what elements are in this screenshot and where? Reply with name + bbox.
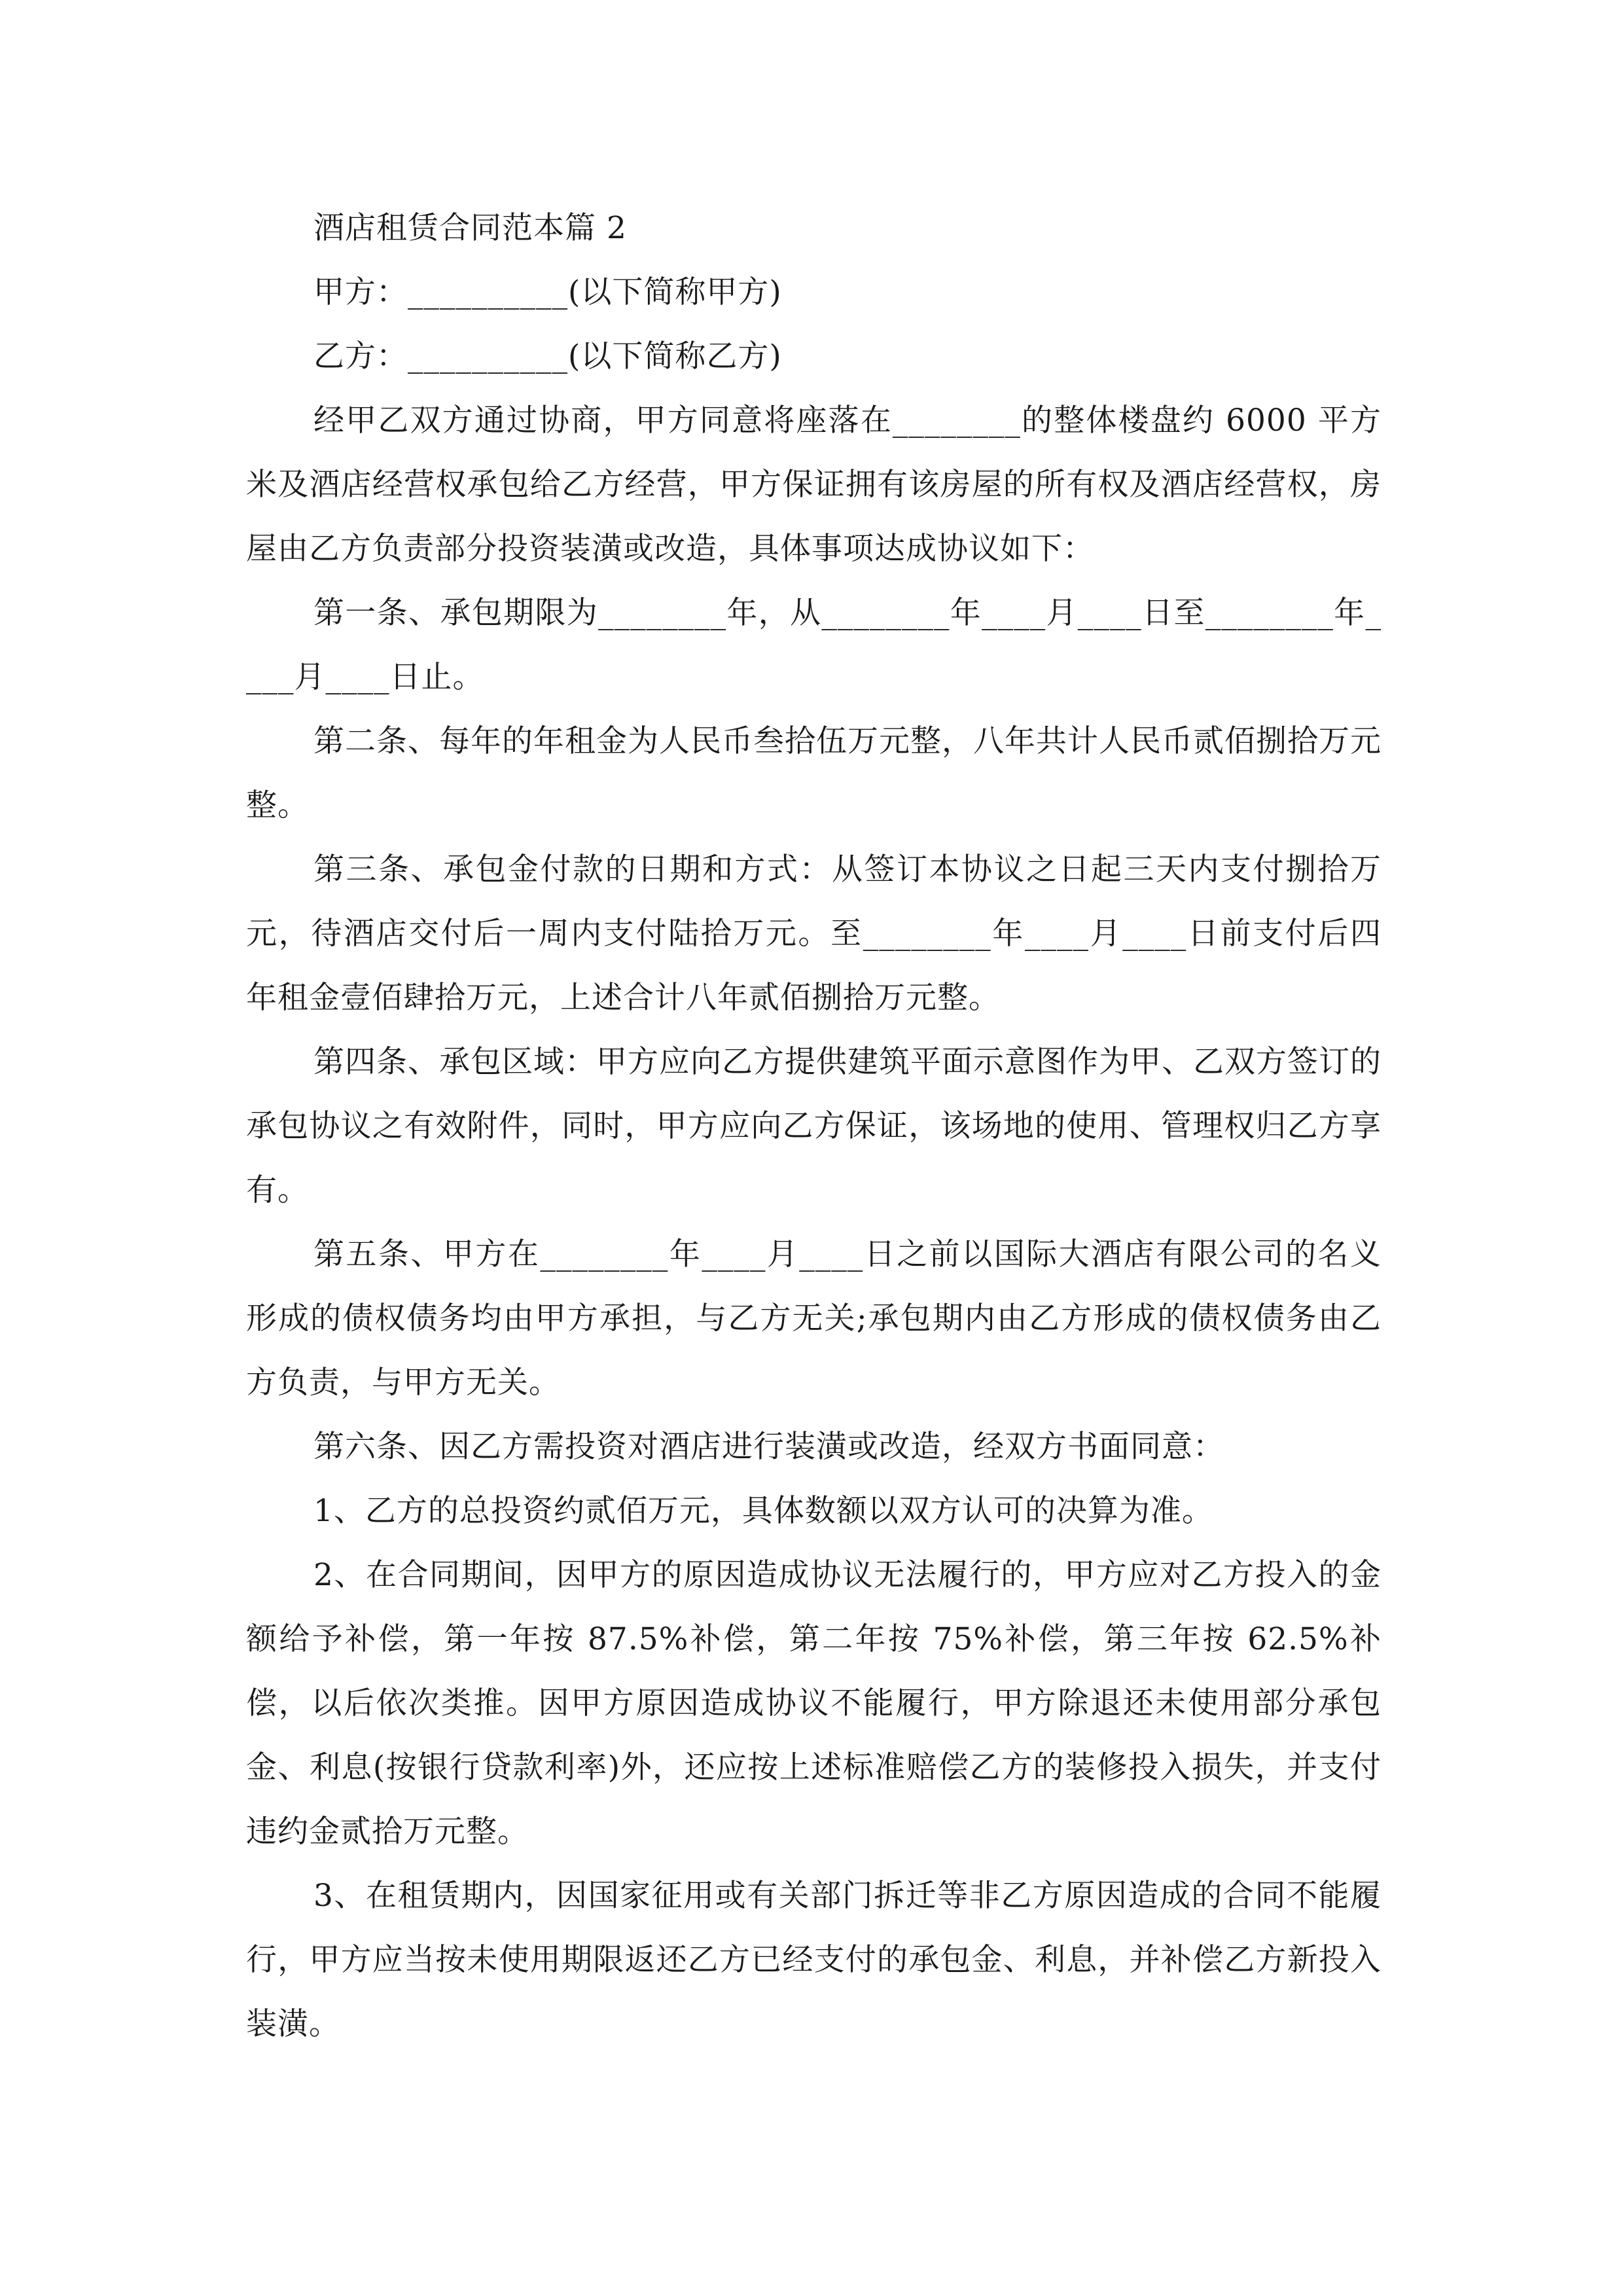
article-2-paragraph: 第二条、每年的年租金为人民币叁拾伍万元整，八年共计人民币贰佰捌拾万元整。 bbox=[246, 723, 1382, 823]
article-5-paragraph: 第五条、甲方在________年____月____日之前以国际大酒店有限公司的名义形成的债权债务均由甲方承担，与乙方无关;承包期内由乙方形成的债权债务由乙方负责，与甲方无关。 bbox=[246, 1236, 1382, 1401]
document-title: 酒店租赁合同范本篇 2 bbox=[313, 210, 627, 246]
article-6-item-2: 2、在合同期间，因甲方的原因造成协议无法履行的，甲方应对乙方投入的金额给予补偿，第一年按 87.5%补偿，第二年按 75%补偿，第三年按 62.5%补偿，以后依次类推。因甲方原因造成协议不能履行，甲方除退还未使用部分承包金、利息(按银行贷款利率)外，还应按上述标准赔偿乙方的装修投入损失，并支付违约金贰拾万元整。 bbox=[246, 1557, 1382, 1850]
party-a-line: 甲方：__________(以下简称甲方) bbox=[313, 274, 782, 310]
article-3-paragraph: 第三条、承包金付款的日期和方式：从签订本协议之日起三天内支付捌拾万元，待酒店交付后一周内支付陆拾万元。至________年____月____日前支付后四年租金壹佰肆拾万元，上述合计八年贰佰捌拾万元整。 bbox=[246, 852, 1382, 1016]
article-1-paragraph: 第一条、承包期限为________年，从________年____月____日至________年____月____日止。 bbox=[246, 595, 1382, 695]
article-6-paragraph: 第六条、因乙方需投资对酒店进行装潢或改造，经双方书面同意： bbox=[313, 1429, 1224, 1465]
article-6-item-3: 3、在租赁期内，因国家征用或有关部门拆迁等非乙方原因造成的合同不能履行，甲方应当按未使用期限返还乙方已经支付的承包金、利息，并补偿乙方新投入装潢。 bbox=[246, 1878, 1382, 2042]
preamble-paragraph: 经甲乙双方通过协商，甲方同意将座落在________的整体楼盘约 6000 平方米及酒店经营权承包给乙方经营，甲方保证拥有该房屋的所有权及酒店经营权，房屋由乙方负责部分投资装潢或改造，具体事项达成协议如下： bbox=[246, 403, 1382, 567]
article-4-paragraph: 第四条、承包区域：甲方应向乙方提供建筑平面示意图作为甲、乙双方签订的承包协议之有效附件，同时，甲方应向乙方保证，该场地的使用、管理权归乙方享有。 bbox=[246, 1044, 1382, 1208]
document-body bbox=[246, 196, 1382, 2056]
article-6-item-1: 1、乙方的总投资约贰佰万元，具体数额以双方认可的决算为准。 bbox=[313, 1493, 1213, 1529]
party-b-line: 乙方：__________(以下简称乙方) bbox=[313, 338, 782, 374]
